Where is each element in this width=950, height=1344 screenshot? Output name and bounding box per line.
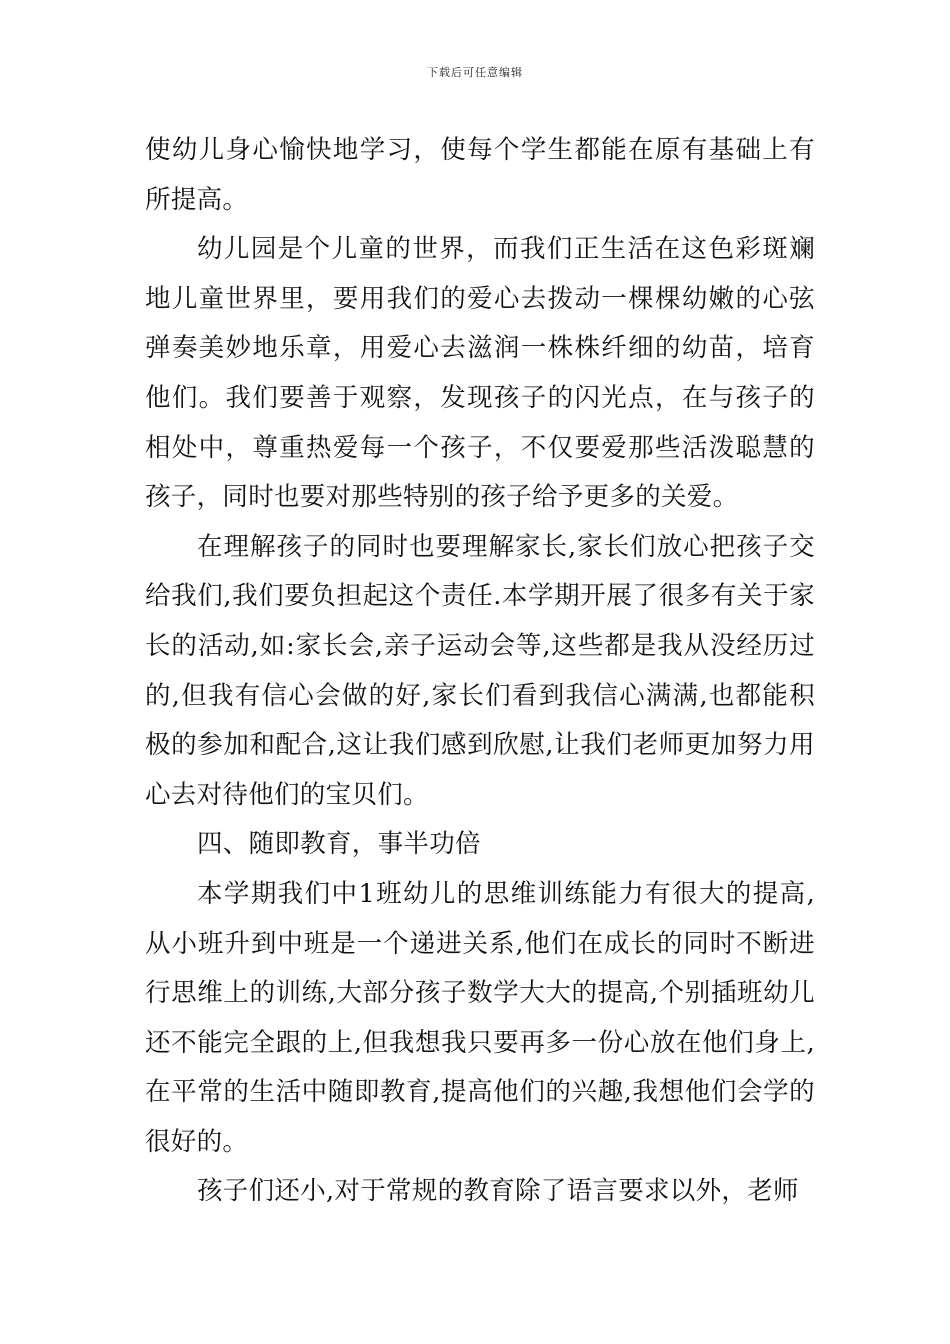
- paragraph-3: 在理解孩子的同时也要理解家长,家长们放心把孩子交给我们,我们要负担起这个责任.本学期开展了很多有关于家长的活动,如:家长会,亲子运动会等,这些都是我从没经历过的,但我有信心会做的好,家长们看到我信心满满,也都能积极的参加和配合,这让我们感到欣慰,让我们老师更加努力用心去对待他们的宝贝们。: [145, 531, 815, 810]
- section-heading: 四、随即教育，事半功倍: [197, 829, 481, 860]
- paragraph-4: 本学期我们中1班幼儿的思维训练能力有很大的提高,从小班升到中班是一个递进关系,他们在成长的同时不断进行思维上的训练,大部分孩子数学大大的提高,个别插班幼儿还不能完全跟的上,但我想我只要再多一份心放在他们身上,在平常的生活中随即教育,提高他们的兴趣,我想他们会学的很好的。: [145, 878, 815, 1157]
- page-header: 下载后可任意编辑: [427, 66, 523, 79]
- paragraph-1: 使幼儿身心愉快地学习，使每个学生都能在原有基础上有所提高。: [145, 135, 815, 215]
- paragraph-2: 幼儿园是个儿童的世界，而我们正生活在这色彩斑斓地儿童世界里，要用我们的爱心去拨动一棵棵幼嫩的心弦弹奏美妙地乐章，用爱心去滋润一株株纤细的幼苗，培育他们。我们要善于观察，发现孩子的闪光点，在与孩子的相处中，尊重热爱每一个孩子，不仅要爱那些活泼聪慧的孩子，同时也要对那些特别的孩子给予更多的关爱。: [145, 234, 815, 513]
- document-body: [145, 126, 815, 1217]
- paragraph-5: 孩子们还小,对于常规的教育除了语言要求以外，老师: [197, 1176, 799, 1207]
